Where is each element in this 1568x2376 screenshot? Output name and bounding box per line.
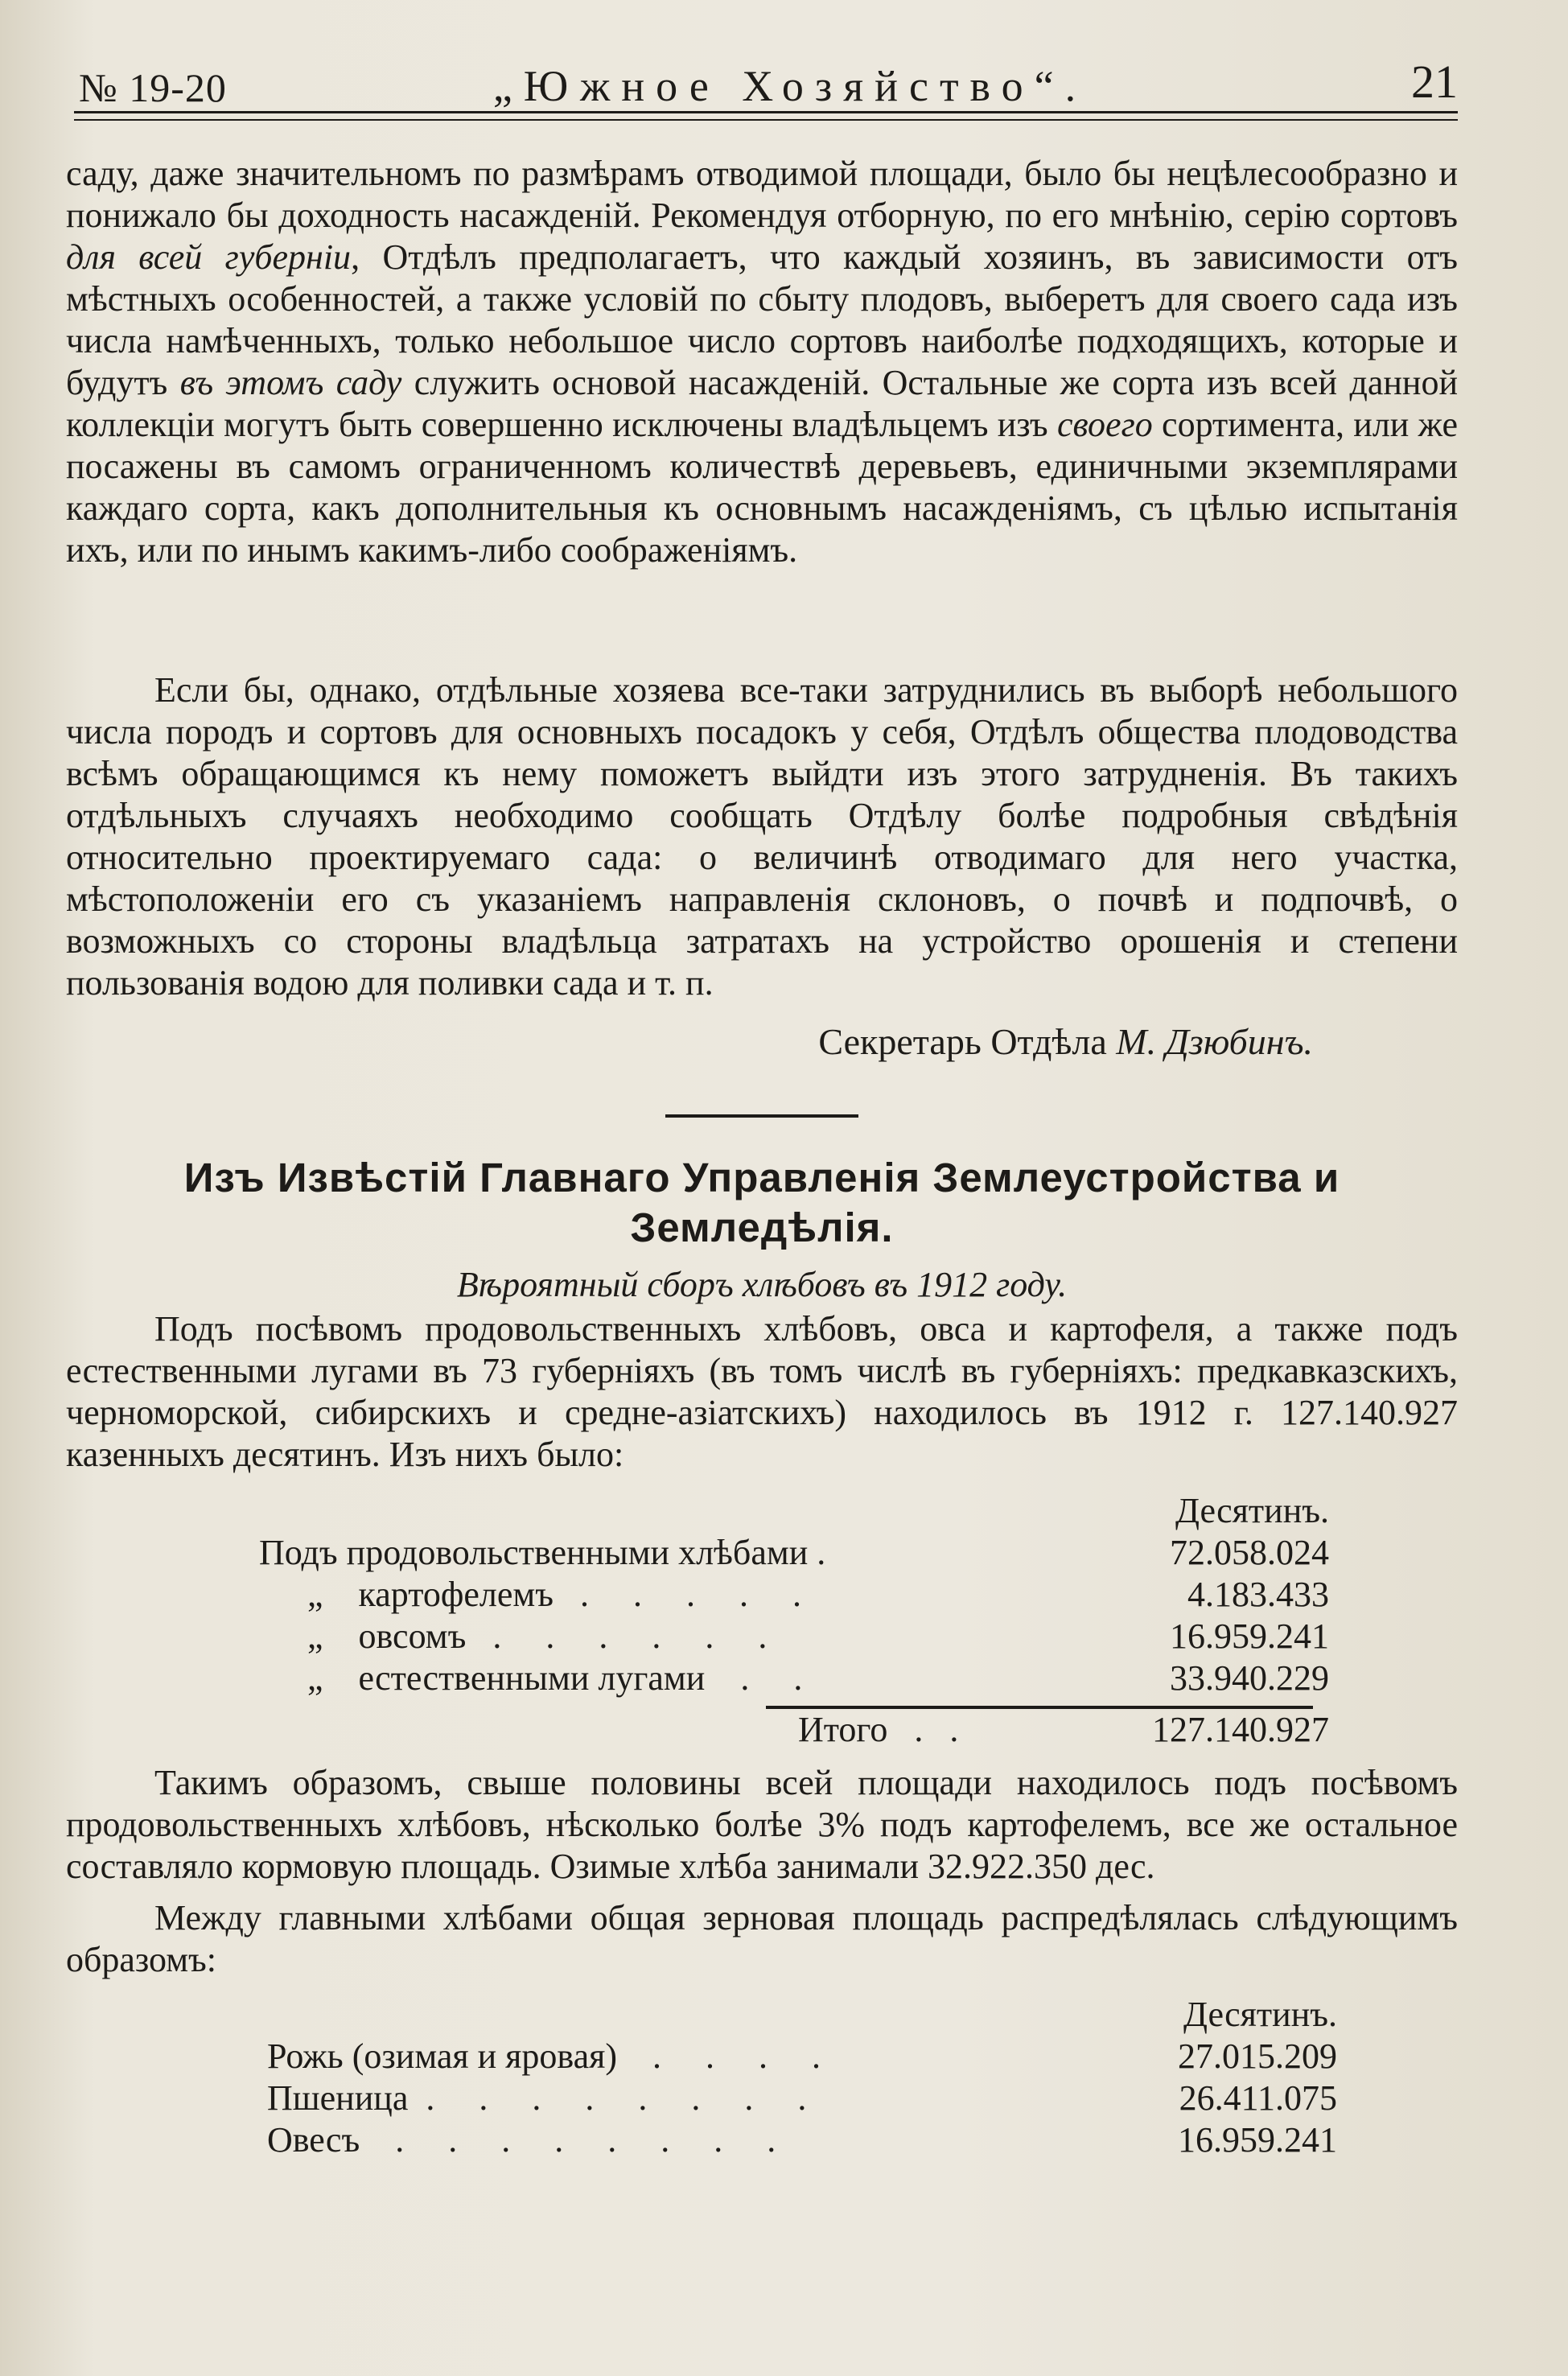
section-separator	[665, 1114, 858, 1118]
text-run: служить основой насажденій. Остальные же сорта изъ всей данной коллекціи могутъ быть совершенно исключены владѣльцемъ изъ	[66, 363, 1458, 444]
row-label: „ картофелемъ . . . . .	[307, 1575, 801, 1614]
grain-table	[66, 1994, 1458, 2161]
row-label: Овесъ . . . . . . . .	[267, 2120, 776, 2160]
italic-run: своего	[1056, 405, 1153, 444]
table-row	[66, 2119, 1458, 2161]
row-label: Пшеница . . . . . . . .	[267, 2078, 807, 2118]
row-value: 16.959.241	[1170, 1616, 1329, 1656]
page-body	[66, 153, 1458, 2161]
total-label: Итого . .	[798, 1710, 959, 1749]
table-row	[66, 2036, 1458, 2077]
page-number: 21	[1411, 56, 1458, 108]
row-label: „ естественными лугами . .	[307, 1658, 803, 1698]
total-value: 127.140.927	[1152, 1710, 1329, 1749]
row-value: 27.015.209	[1178, 2036, 1337, 2076]
text-run: Если бы, однако, отдѣльные хозяева все-таки затруднились въ выборѣ небольшого числа породъ и сортовъ для основныхъ посадокъ у себя, Отдѣлъ общества плодоводства всѣмъ обращающимся къ нему поможетъ выйдти изъ этого затрудненія. Въ такихъ отдѣльныхъ случаяхъ необходимо сообщать Отдѣлу болѣе подробныя свѣдѣнія относительно проектируемаго сада: о величинѣ отводимаго для него участка, мѣстоположеніи его съ указаніемъ направленія склоновъ, о почвѣ и подпочвѣ, о возможныхъ со стороны владѣльца затратахъ на устройство орошенія и степени пользованія водою для поливки сада и т. п.	[66, 670, 1458, 1003]
issue-number: № 19-20	[79, 65, 227, 110]
article-title: Изъ Извѣстій Главнаго Управленія Землеустройства и Земледѣлія.	[183, 1155, 1340, 1250]
table-row	[66, 2077, 1458, 2119]
signature-prefix: Секретарь Отдѣла	[818, 1021, 1107, 1062]
table-row	[66, 1532, 1458, 1574]
area-table	[66, 1490, 1458, 1751]
row-value: 72.058.024	[1170, 1533, 1329, 1572]
italic-run: въ этомъ саду	[179, 363, 402, 402]
article-intro: Подъ посѣвомъ продовольственныхъ хлѣбовъ, овса и картофеля, а также подъ естественными лугами въ 73 губерніяхъ (въ томъ числѣ въ губерніяхъ: предкавказскихъ, черноморской, сибирскихъ и средне-азіатскихъ) находилось въ 1912 г. 127.140.927 казенныхъ десятинъ. Изъ нихъ было:	[66, 1309, 1458, 1474]
paragraph: Между главными хлѣбами общая зерновая площадь распредѣлялась слѣдующимъ образомъ:	[66, 1898, 1458, 1979]
signature	[66, 1020, 1458, 1063]
page-header	[74, 50, 1458, 114]
text-run: саду, даже значительномъ по размѣрамъ отводимой площади, было бы нецѣлесообразно и понижало бы доходность насажденій. Рекомендуя отборную, по его мнѣнію, серію сортовъ	[66, 154, 1458, 235]
row-label: Подъ продовольственными хлѣбами .	[259, 1533, 826, 1572]
table-row	[66, 1616, 1458, 1657]
table-unit-header: Десятинъ.	[1183, 1995, 1337, 2034]
paragraph: Такимъ образомъ, свыше половины всей площади находилось подъ посѣвомъ продовольственныхъ хлѣбовъ, нѣсколько болѣе 3% подъ картофелемъ, все же остальное составляло кормовую площадь. Озимые хлѣба занимали 32.922.350 дес.	[66, 1763, 1458, 1886]
row-value: 26.411.075	[1179, 2078, 1337, 2118]
text-run: сортимента, или же посажены въ самомъ ограниченномъ количествѣ деревьевъ, единичными экземплярами каждаго сорта, какъ дополнительныя къ основнымъ насажденіямъ, съ цѣлью испытанія ихъ, или по инымъ какимъ-либо соображеніямъ.	[66, 405, 1458, 570]
text-run: , Отдѣлъ предполагаетъ, что каждый хозяинъ, въ зависимости отъ мѣстныхъ особенностей, а также условій по сбыту плодовъ, выберетъ для своего сада изъ числа намѣченныхъ, только небольшое число сортовъ наиболѣе подходящихъ, которые и будутъ	[66, 237, 1458, 402]
italic-run: для всей губерніи	[66, 237, 352, 277]
row-value: 16.959.241	[1178, 2120, 1337, 2160]
paragraph	[66, 669, 1458, 1004]
row-label: Рожь (озимая и яровая) . . . .	[267, 2036, 821, 2076]
table-row	[66, 1574, 1458, 1616]
paragraph	[66, 153, 1458, 660]
table-unit-header: Десятинъ.	[1175, 1491, 1329, 1530]
total-row	[66, 1709, 1458, 1751]
signature-name: М. Дзюбинъ.	[1116, 1021, 1313, 1062]
table-row	[66, 1657, 1458, 1699]
article-subtitle: Вѣроятный сборъ хлѣбовъ въ 1912 году.	[456, 1265, 1068, 1304]
header-rule	[74, 111, 1458, 121]
journal-title: „Южное Хозяйство“.	[492, 62, 1088, 110]
row-value: 33.940.229	[1170, 1658, 1329, 1698]
row-label: „ овсомъ . . . . . .	[307, 1616, 768, 1656]
row-value: 4.183.433	[1187, 1575, 1329, 1614]
